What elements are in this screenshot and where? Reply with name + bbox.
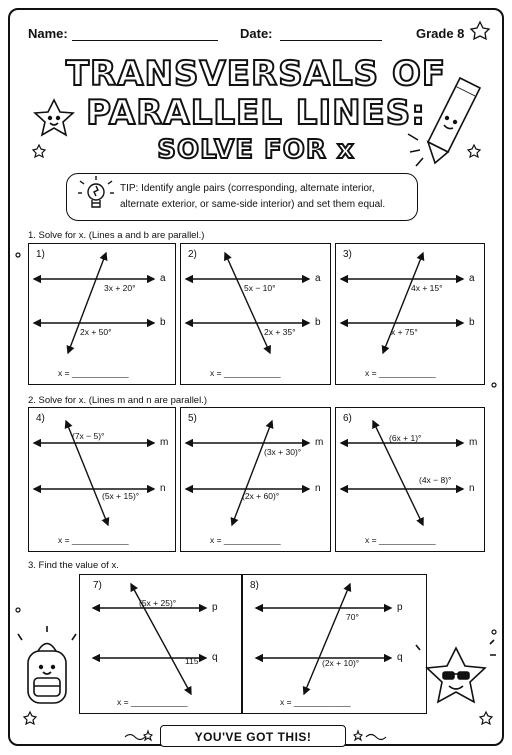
line-name-bottom: q [212,652,218,663]
angle-label-2: (2x + 60)° [242,491,280,501]
grade-label: Grade 8 [416,26,465,41]
problem-number: 5) [188,413,197,424]
problem-number: 1) [36,249,45,260]
problem-number: 2) [188,249,197,260]
section-2-heading: 2. Solve for x. (Lines m and n are parallel.) [28,395,208,406]
problem-number: 6) [343,413,352,424]
answer-blank[interactable]: x = ____________ [365,535,436,545]
problem-number: 3) [343,249,352,260]
angle-label-1: (6x + 1)° [389,433,422,443]
date-label: Date: [240,26,273,41]
transversal-line [304,584,350,694]
angle-label-1: 3x + 20° [104,283,136,293]
angle-label-2: x + 75° [391,327,418,337]
title-line-1: TRANSVERSALS OF [65,54,447,94]
name-label: Name: [28,26,68,41]
line-name-bottom: q [397,652,403,663]
line-name-bottom: b [160,317,166,328]
answer-blank[interactable]: x = ____________ [280,697,351,707]
answer-blank[interactable]: x = ____________ [210,368,281,378]
title-line-2: PARALLEL LINES: [86,93,426,133]
line-name-bottom: n [315,483,321,494]
line-name-top: p [212,602,218,613]
angle-label-1: 4x + 15° [411,283,443,293]
section-3-heading: 3. Find the value of x. [28,560,119,571]
angle-label-1: (5x + 25)° [139,598,177,608]
answer-blank[interactable]: x = ____________ [210,535,281,545]
line-name-top: a [315,273,321,284]
angle-label-1: (3x + 30)° [264,447,302,457]
line-name-top: p [397,602,403,613]
angle-label-2: 115° [185,656,202,666]
section-1-heading: 1. Solve for x. (Lines a and b are parallel.) [28,230,205,241]
problem-number: 8) [250,580,259,591]
line-name-top: m [160,437,169,448]
angle-label-1: 5x − 10° [244,283,276,293]
angle-label-2: 2x + 35° [264,327,296,337]
answer-blank[interactable]: x = ____________ [365,368,436,378]
line-name-top: m [315,437,324,448]
line-name-bottom: b [315,317,321,328]
line-name-top: a [469,273,475,284]
answer-blank[interactable]: x = ____________ [117,697,188,707]
angle-label-2: (2x + 10)° [322,658,360,668]
encouragement-banner: YOU'VE GOT THIS! [160,725,346,747]
answer-blank[interactable]: x = ____________ [58,535,129,545]
line-name-bottom: b [469,317,475,328]
angle-label-2: (5x + 15)° [102,491,140,501]
line-name-bottom: n [160,483,166,494]
title-line-3: SOLVE FOR x [157,135,355,165]
answer-blank[interactable]: x = ____________ [58,368,129,378]
angle-label-2: 2x + 50° [80,327,112,337]
angle-label-1: 70° [346,612,359,622]
line-name-bottom: n [469,483,475,494]
tip-line-1: TIP: Identify angle pairs (corresponding, alternate interior, [120,183,375,194]
problem-number: 4) [36,413,45,424]
line-name-top: a [160,273,166,284]
line-name-top: m [469,437,478,448]
problem-number: 7) [93,580,102,591]
angle-label-1: (7x − 5)° [72,431,105,441]
angle-label-2: (4x − 8)° [419,475,452,485]
tip-line-2: alternate exterior, or same-side interior) and set them equal. [120,199,386,210]
